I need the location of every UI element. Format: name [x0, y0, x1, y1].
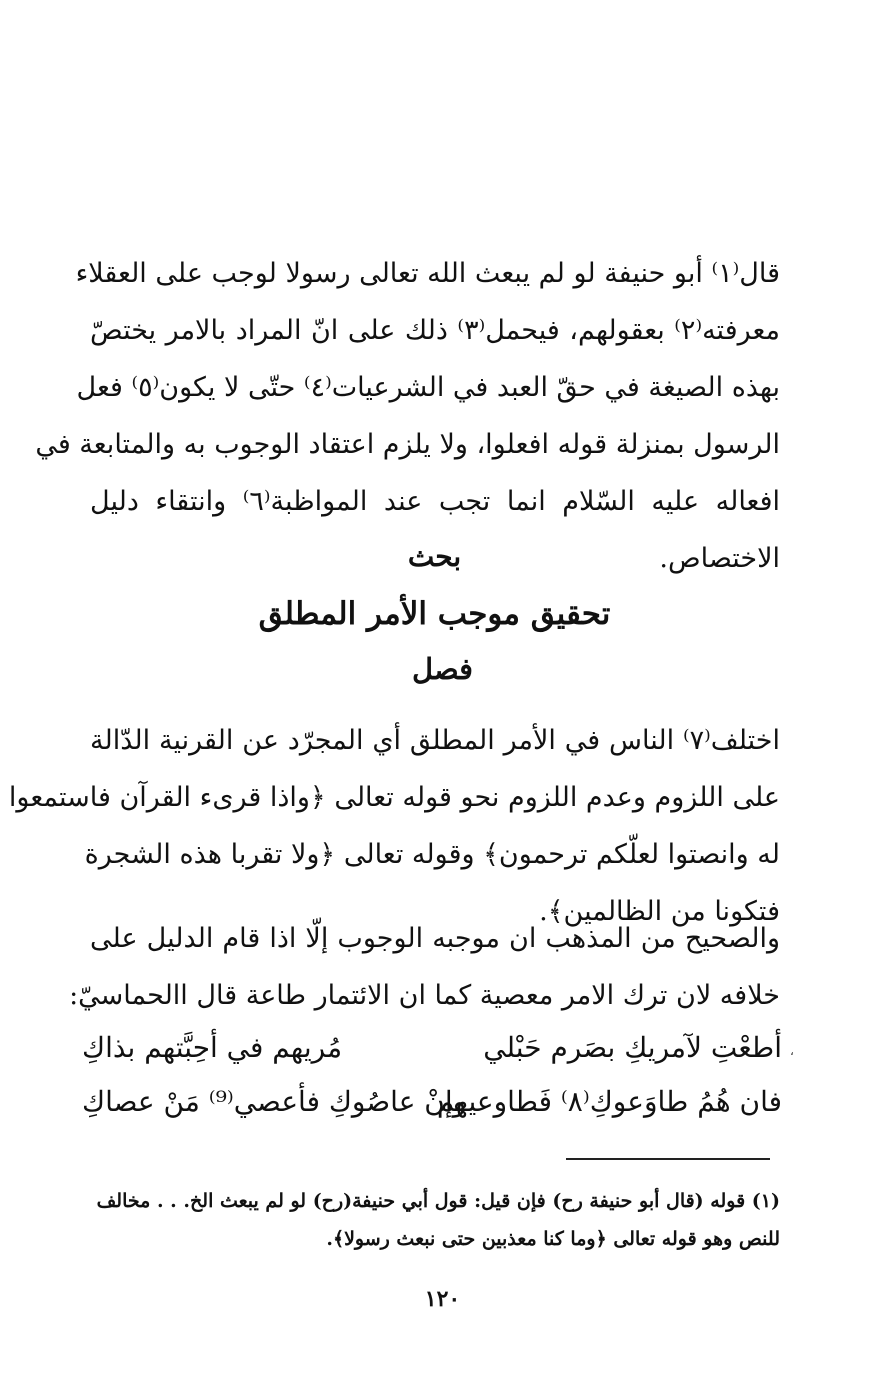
text-line: والصحيح من المذهب ان موجبه الوجوب إلّا اذا قام الدليل على	[90, 923, 780, 954]
paragraph-3	[69, 910, 780, 1024]
text-line: على اللزوم وعدم اللزوم نحو قوله تعالى ﴿واذا قرىء القرآن فاستمعوا	[8, 782, 780, 813]
poetry-verse	[82, 1076, 782, 1128]
text-line: خلافه لان ترك الامر معصية كما ان الائتمار طاعة قال االحماسيّ:	[69, 980, 780, 1011]
text-line: بهذه الصيغة في حقّ العبد في الشرعيات⁽٤⁾ حتّى لا يكون⁽٥⁾ فعل	[76, 372, 780, 403]
section-label: بحث	[407, 540, 462, 573]
text-line: معرفته⁽٢⁾ بعقولهم، فيحمل⁽٣⁾ ذلك على انّ المراد بالامر يختصّ	[90, 315, 780, 346]
chapter-label: فصل	[412, 652, 473, 686]
page-number: ١٢٠	[424, 1286, 461, 1312]
verse-second-hemistich: مُريهم في أحِبَّتهم بذاكِ	[82, 1031, 343, 1064]
verse-second-hemistich: وإنْ عاصُوكِ فأعصي⁽⁹⁾ مَنْ عصاكِ	[82, 1085, 467, 1118]
verse-first-hemistich: فان هُمُ طاوَعوكِ⁽٨⁾ فَطاوعيهم	[436, 1085, 782, 1118]
footnote-divider	[566, 1158, 770, 1160]
text-line: الرسول بمنزلة قوله افعلوا، ولا يلزم اعتقاد الوجوب به والمتابعة في	[35, 429, 780, 460]
text-line: الاختصاص.	[659, 543, 780, 574]
text-line: قال⁽١⁾ أبو حنيفة لو لم يبعث الله تعالى رسولا لوجب على العقلاء	[75, 258, 780, 289]
footnote-line: (١) قوله (قال أبو حنيفة رح) فإن قيل: قول أبي حنيفة(رح) لو لم يبعث الخ. . . مخالف	[96, 1190, 780, 1212]
footnote	[96, 1182, 780, 1258]
section-title: تحقيق موجب الأمر المطلق	[258, 596, 611, 632]
footnote-line: للنص وهو قوله تعالى ﴿وما كنا معذبين حتى نبعث رسولا﴾.	[326, 1228, 780, 1250]
paragraph-2	[8, 712, 780, 940]
text-line: له وانصتوا لعلّكم ترحمون﴾ وقوله تعالى ﴿ولا تقربا هذه الشجرة	[84, 839, 780, 870]
text-line: فتكونا من الظالمين﴾.	[539, 896, 780, 927]
text-line: اختلف⁽٧⁾ الناس في الأمر المطلق أي المجرّد عن القرنية الدّالة	[90, 725, 780, 756]
paragraph-1	[35, 245, 780, 587]
margin-mark: ،	[790, 1044, 794, 1058]
verse-first-hemistich: أطعْتِ لآمريكِ بصَرم حَبْلي	[483, 1031, 782, 1064]
text-line: افعاله عليه السّلام انما تجب عند المواظبة⁽٦⁾ وانتقاء دليل	[90, 486, 780, 517]
poetry-verse	[82, 1022, 782, 1074]
